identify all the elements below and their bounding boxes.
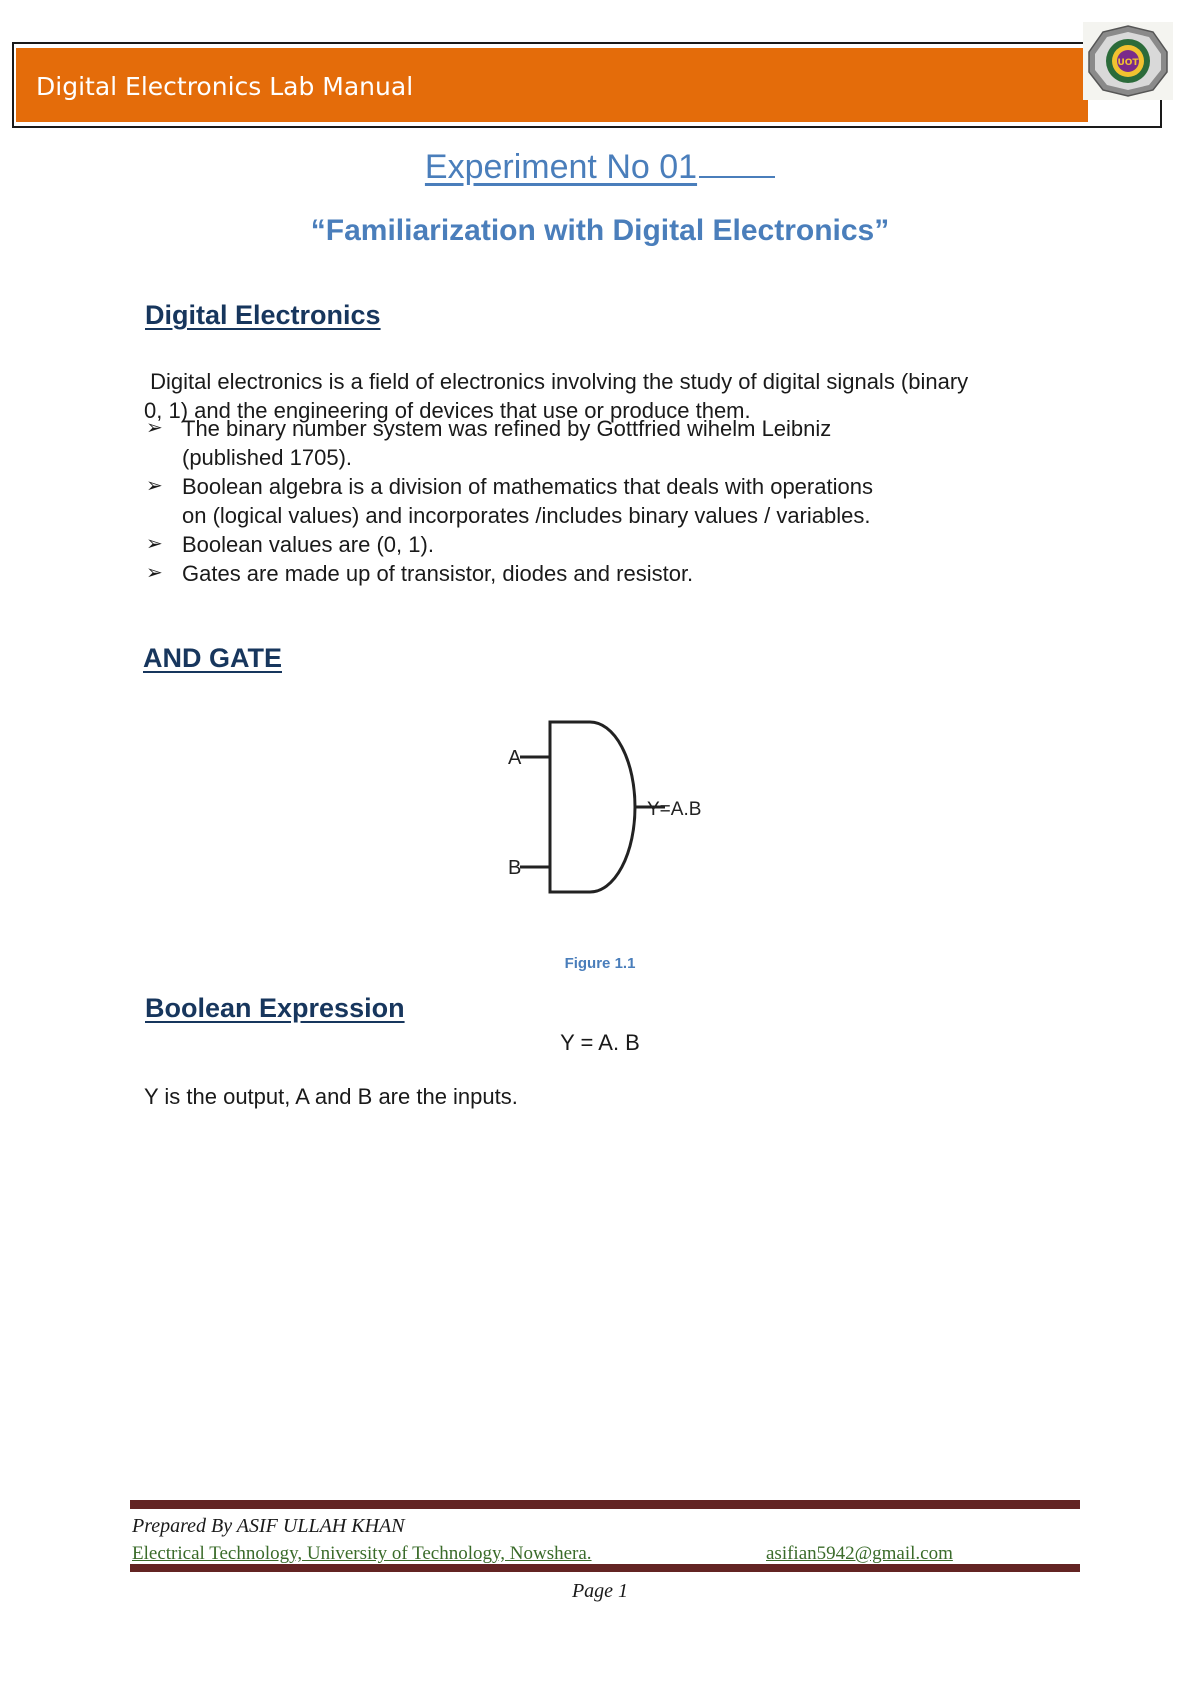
paragraph-line-1: Digital electronics is a field of electronics involving the study of digital signals (binary [144, 369, 969, 394]
arrow-bullet-icon: ➢ [146, 475, 163, 497]
boolean-description: Y is the output, A and B are the inputs. [144, 1084, 518, 1109]
footer-email: asifian5942@gmail.com [766, 1543, 953, 1564]
footer-prepared-by: Prepared By ASIF ULLAH KHAN [132, 1515, 405, 1537]
bullet-list [146, 414, 1046, 588]
bullet-line: The binary number system was refined by Gottfried wihelm Leibniz [182, 416, 832, 441]
boolean-expression: Y = A. B [560, 1030, 640, 1055]
digital-electronics-heading: Digital Electronics [145, 300, 381, 330]
arrow-bullet-icon: ➢ [146, 533, 163, 555]
footer-bottom-rule [130, 1564, 1080, 1572]
experiment-number: Experiment No 01 [424, 148, 698, 186]
input-b-label: B [508, 857, 522, 879]
bullet-line: Gates are made up of transistor, diodes and resistor. [182, 561, 694, 586]
and-gate-symbol [550, 722, 635, 892]
title-underline-pad [699, 175, 775, 178]
and-gate-heading: AND GATE [143, 643, 282, 673]
list-item [146, 472, 1046, 530]
footer-institution: Electrical Technology, University of Technology, Nowshera. [132, 1543, 592, 1564]
bullet-line: on (logical values) and incorporates /includes binary values / variables. [182, 503, 871, 528]
footer-top-rule [130, 1500, 1080, 1509]
header-title: Digital Electronics Lab Manual [36, 72, 414, 101]
bullet-line: Boolean values are (0, 1). [182, 532, 434, 557]
and-gate-figure [500, 712, 720, 912]
university-logo [1083, 22, 1173, 100]
svg-text:UOT: UOT [1117, 58, 1139, 68]
experiment-subtitle: “Familiarization with Digital Electronics” [310, 214, 890, 247]
output-label: Y=A.B [647, 799, 702, 820]
list-item [146, 530, 1046, 559]
arrow-bullet-icon: ➢ [146, 417, 163, 439]
bullet-line: Boolean algebra is a division of mathematics that deals with operations [182, 474, 873, 499]
paragraph-line-2: 0, 1) and the engineering of devices that use or produce them. [144, 398, 751, 423]
experiment-title [0, 148, 1200, 187]
list-item [146, 559, 1046, 588]
list-item [146, 414, 1046, 472]
input-a-label: A [508, 747, 522, 769]
figure-caption: Figure 1.1 [564, 955, 636, 972]
boolean-expression-heading: Boolean Expression [145, 993, 405, 1023]
arrow-bullet-icon: ➢ [146, 562, 163, 584]
page-number: Page 1 [571, 1580, 629, 1602]
bullet-line: (published 1705). [182, 445, 353, 470]
